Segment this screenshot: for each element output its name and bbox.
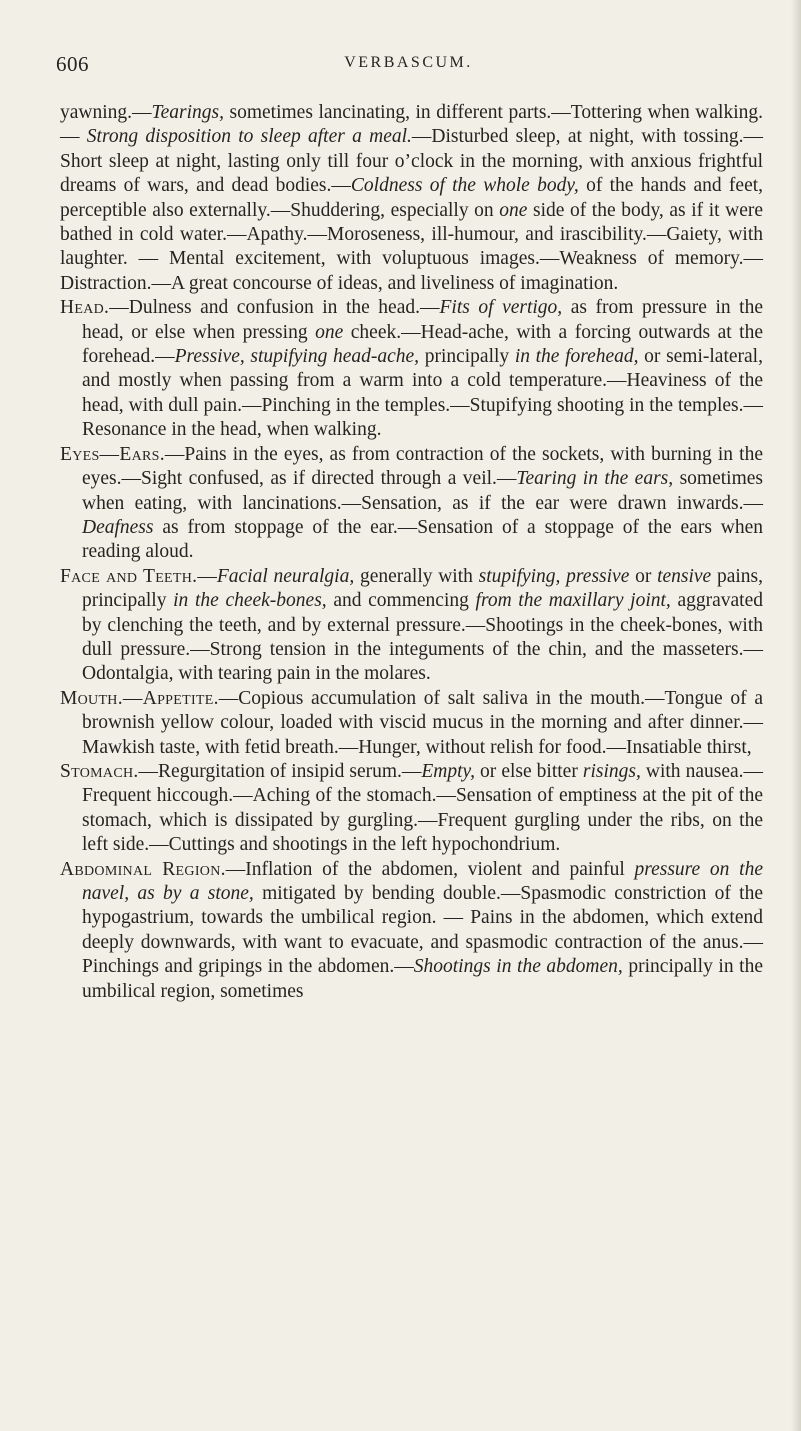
text-run: principally [419, 346, 515, 368]
section-heading: Abdominal Region. [60, 858, 226, 880]
text-run: — [197, 565, 217, 587]
page-number: 606 [56, 52, 89, 76]
text-run: —Inflation of the abdomen, violent and painful [225, 858, 635, 880]
italic-run: Tearing in the ears, [516, 468, 674, 490]
text-run: yawning.— [60, 102, 152, 123]
text-run: side of the body, as if it were bathed in cold water.—Apathy.—Moroseness, ill-humour, and irascibility.—Gaiety, with laughter. — Mental excitement, with voluptuous images.—Weakness of memory.—Distraction.—A great concourse of ideas, and liveliness of imagination. [60, 199, 763, 294]
text-run: —Dulness and confusion in the head.— [109, 297, 440, 319]
text-run: as from stoppage of the ear.—Sensation of a stoppage of the ears when reading aloud. [82, 516, 763, 563]
text-run: generally with [354, 565, 479, 587]
text-run: or else bitter [475, 760, 583, 782]
text-run: with nausea.—Frequent hiccough.—Aching of the stomach.—Sensation of emptiness at the pit of the stomach, which is dissipated by gurgling.—Frequent gurgling under the ribs, on the left side.—Cuttings and shootings in the left hypochondrium. [82, 760, 763, 856]
text-run: aggravated by clenching the teeth, and by external pressure.—Shootings in the cheek-bones, with dull pressure.—Strong tension in the integuments of the chin, and the masseters.—Odontalgia, with tearing pain in the molares. [82, 590, 763, 685]
italic-run: Tearings, [151, 102, 224, 123]
paragraph-p2 [60, 443, 763, 565]
paragraph-p4 [60, 687, 763, 760]
italic-run: tensive [657, 565, 712, 587]
page-header [56, 52, 761, 82]
paragraph-p0 [60, 101, 763, 296]
italic-run: Facial neuralgia, [216, 565, 355, 587]
text-run: sometimes lancinating, in different parts.—Tottering when walking.— [60, 102, 763, 148]
text-run: or semi-lateral, and mostly when passing from a warm into a cold temperature.—Heaviness of the head, with dull pain.—Pinching in the temples.—Stupifying shooting in the temples.—Resonance in the head, when walking. [82, 346, 763, 441]
text-run: mitigated by bending double.—Spasmodic constriction of the hypogastrium, towards the umbilical region. — Pains in the abdomen, which extend deeply downwards, with want to evacuate, and spasmodic contraction of the anus.—Pinchings and gripings in the abdomen.— [82, 883, 763, 978]
italic-run: one [499, 199, 528, 221]
italic-run: Strong disposition to sleep after a meal. [86, 126, 412, 148]
text-run: as from pressure in the head, or else when pressing [82, 297, 763, 343]
italic-run: from the maxillary joint, [475, 590, 671, 612]
section-heading: Face and Teeth. [60, 565, 198, 587]
text-run: pains, principally [82, 565, 763, 612]
section-heading: Mouth.—Appetite. [60, 687, 219, 709]
text-run: cheek.—Head-ache, with a forcing outwards at the forehead.— [82, 321, 763, 368]
paragraph-p6 [60, 858, 763, 1004]
page-edge-shadow [791, 0, 801, 1431]
italic-run: in the forehead, [514, 346, 639, 368]
text-run: sometimes when eating, with lancinations.—Sensation, as if the ear were drawn inwards.— [82, 468, 763, 514]
text-run: —Pains in the eyes, as from contraction of the sockets, with burning in the eyes.—Sight confused, as if directed through a veil.— [82, 443, 763, 490]
text-run: —Copious accumulation of salt saliva in the mouth.—Tongue of a brownish yellow colour, loaded with viscid mucus in the morning and after dinner.—Mawkish taste, with fetid breath.—Hunger, without relish for food.—Insatiable thirst, [82, 687, 763, 758]
section-heading: Eyes—Ears. [60, 443, 165, 465]
paragraph-p1 [60, 296, 763, 442]
body-text [60, 101, 763, 1004]
italic-run: Fits of vertigo, [439, 297, 563, 319]
italic-run: Empty, [421, 760, 476, 782]
running-head: VERBASCUM. [344, 54, 473, 71]
italic-run: Deafness [82, 516, 154, 538]
section-heading: Stomach. [60, 760, 139, 782]
text-run: or [629, 565, 658, 587]
italic-run: pressure on the navel, as by a stone, [82, 858, 763, 904]
text-run: principally in the umbilical region, sometimes [82, 956, 764, 1002]
text-run: —Disturbed sleep, at night, with tossing.—Short sleep at night, lasting only till four o’clock in the morning, with anxious frightful dreams of wars, and dead bodies.— [60, 126, 763, 197]
italic-run: risings, [582, 760, 641, 782]
italic-run: Pressive, stupifying head-ache, [174, 346, 420, 368]
text-run: —Regurgitation of insipid serum.— [138, 760, 422, 782]
section-heading: Head. [60, 297, 110, 319]
italic-run: one [315, 321, 344, 343]
italic-run: in the cheek-bones, [173, 590, 327, 612]
paragraph-p5 [60, 760, 763, 858]
text-run: and commencing [326, 590, 476, 612]
text-run: of the hands and feet, perceptible also externally.—Shuddering, especially on [60, 175, 764, 221]
paragraph-p3 [60, 565, 763, 687]
italic-run: Coldness of the whole body, [350, 175, 579, 197]
italic-run: Shootings in the abdomen, [413, 956, 623, 978]
italic-run: stupifying, pressive [478, 565, 630, 587]
